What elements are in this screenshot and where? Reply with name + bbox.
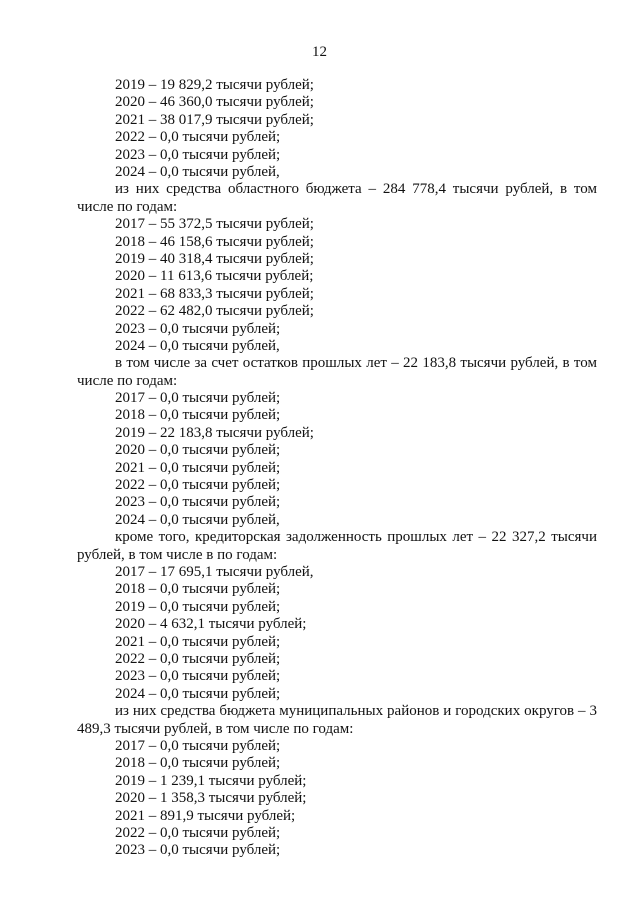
year-line: 2022 – 0,0 тысячи рублей; [115, 824, 281, 841]
year-line: 2024 – 0,0 тысячи рублей, [115, 511, 280, 528]
year-line: 2019 – 22 183,8 тысячи рублей; [115, 424, 314, 441]
funding-list-federal [77, 77, 597, 181]
year-line: 2023 – 0,0 тысячи рублей; [115, 494, 281, 511]
year-line: 2020 – 11 613,6 тысячи рублей; [115, 268, 314, 285]
year-line: 2022 – 0,0 тысячи рублей; [115, 650, 281, 667]
paragraph-accounts-payable: кроме того, кредиторская задолженность прошлых лет – 22 327,2 тысячи рублей, в том числе в по годам: [77, 529, 597, 563]
year-line: 2020 – 0,0 тысячи рублей; [115, 442, 281, 459]
funding-list-remainder [77, 390, 597, 529]
funding-list-regional [77, 216, 597, 355]
year-line: 2022 – 0,0 тысячи рублей; [115, 129, 281, 146]
year-line: 2018 – 0,0 тысячи рублей; [115, 581, 281, 598]
year-line: 2018 – 46 158,6 тысячи рублей; [115, 233, 314, 250]
page-number: 12 [312, 44, 327, 60]
funding-list-municipal [77, 738, 597, 860]
year-line: 2021 – 38 017,9 тысячи рублей; [115, 111, 314, 128]
year-line: 2022 – 62 482,0 тысячи рублей; [115, 303, 314, 320]
year-line: 2024 – 0,0 тысячи рублей, [115, 337, 280, 354]
paragraph-regional-budget: из них средства областного бюджета – 284 778,4 тысячи рублей, в том числе по годам: [77, 181, 597, 215]
year-line: 2019 – 1 239,1 тысячи рублей; [115, 772, 307, 789]
year-line: 2017 – 17 695,1 тысячи рублей, [115, 564, 314, 581]
year-line: 2020 – 1 358,3 тысячи рублей; [115, 790, 307, 807]
document-body [77, 77, 597, 860]
year-line: 2020 – 4 632,1 тысячи рублей; [115, 616, 307, 633]
year-line: 2023 – 0,0 тысячи рублей; [115, 320, 281, 337]
year-line: 2021 – 0,0 тысячи рублей; [115, 459, 281, 476]
year-line: 2019 – 0,0 тысячи рублей; [115, 598, 281, 615]
year-line: 2024 – 0,0 тысячи рублей; [115, 685, 281, 702]
funding-list-debt [77, 564, 597, 703]
paragraph-previous-years-remainder: в том числе за счет остатков прошлых лет – 22 183,8 тысячи рублей, в том числе по годам: [77, 355, 597, 389]
year-line: 2023 – 0,0 тысячи рублей; [115, 842, 281, 859]
year-line: 2023 – 0,0 тысячи рублей; [115, 668, 281, 685]
year-line: 2020 – 46 360,0 тысячи рублей; [115, 94, 314, 111]
year-line: 2021 – 68 833,3 тысячи рублей; [115, 285, 314, 302]
year-line: 2017 – 0,0 тысячи рублей; [115, 390, 281, 407]
year-line: 2018 – 0,0 тысячи рублей; [115, 407, 281, 424]
year-line: 2024 – 0,0 тысячи рублей, [115, 163, 280, 180]
year-line: 2022 – 0,0 тысячи рублей; [115, 477, 281, 494]
year-line: 2021 – 891,9 тысячи рублей; [115, 807, 296, 824]
paragraph-municipal-budget: из них средства бюджета муниципальных районов и городских округов – 3 489,3 тысячи рублей, в том числе по годам: [77, 703, 597, 737]
year-line: 2019 – 40 318,4 тысячи рублей; [115, 250, 314, 267]
year-line: 2021 – 0,0 тысячи рублей; [115, 633, 281, 650]
year-line: 2018 – 0,0 тысячи рублей; [115, 755, 281, 772]
year-line: 2019 – 19 829,2 тысячи рублей; [115, 77, 314, 93]
year-line: 2017 – 55 372,5 тысячи рублей; [115, 216, 314, 233]
year-line: 2023 – 0,0 тысячи рублей; [115, 146, 281, 163]
year-line: 2017 – 0,0 тысячи рублей; [115, 737, 281, 754]
